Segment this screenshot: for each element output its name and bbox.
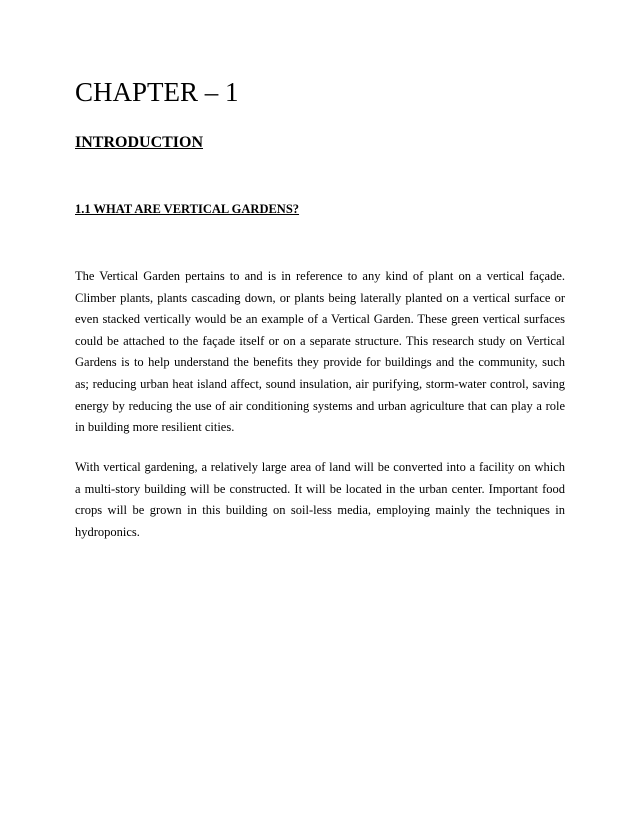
paragraph-line: crops will be grown in this building on soil-less media, employing mainly the techniques in xyxy=(75,503,565,518)
subsection-heading: 1.1 WHAT ARE VERTICAL GARDENS? xyxy=(75,202,300,216)
paragraph-line: With vertical gardening, a relatively large area of land will be converted into a facility on which xyxy=(75,460,565,474)
paragraph-line: The Vertical Garden pertains to and is in reference to any kind of plant on a vertical façade. xyxy=(75,269,565,283)
paragraph-line: a multi-story building will be constructed. It will be located in the urban center. Important food xyxy=(75,481,565,496)
paragraph-line: even stacked vertically would be an example of a Vertical Garden. These green vertical surfaces xyxy=(75,312,565,327)
body-paragraph-2 xyxy=(75,457,565,543)
body-paragraph-1 xyxy=(75,266,565,439)
chapter-title: CHAPTER – 1 xyxy=(75,77,239,107)
paragraph-line: hydroponics. xyxy=(75,524,140,539)
paragraph-line: Climber plants, plants cascading down, or plants being laterally planted on a vertical surface or xyxy=(75,290,565,305)
section-heading-introduction: INTRODUCTION xyxy=(75,134,204,151)
paragraph-line: as; reducing urban heat island affect, sound insulation, air purifying, storm-water control, saving xyxy=(75,376,565,391)
paragraph-line: in building more resilient cities. xyxy=(75,420,235,435)
paragraph-line: energy by reducing the use of air conditioning systems and urban agriculture that can play a role xyxy=(75,398,565,413)
paragraph-line: could be attached to the façade itself or on a separate structure. This research study on Vertical xyxy=(75,333,565,348)
paragraph-line: Gardens is to help understand the benefits they provide for buildings and the community, such xyxy=(75,355,565,370)
